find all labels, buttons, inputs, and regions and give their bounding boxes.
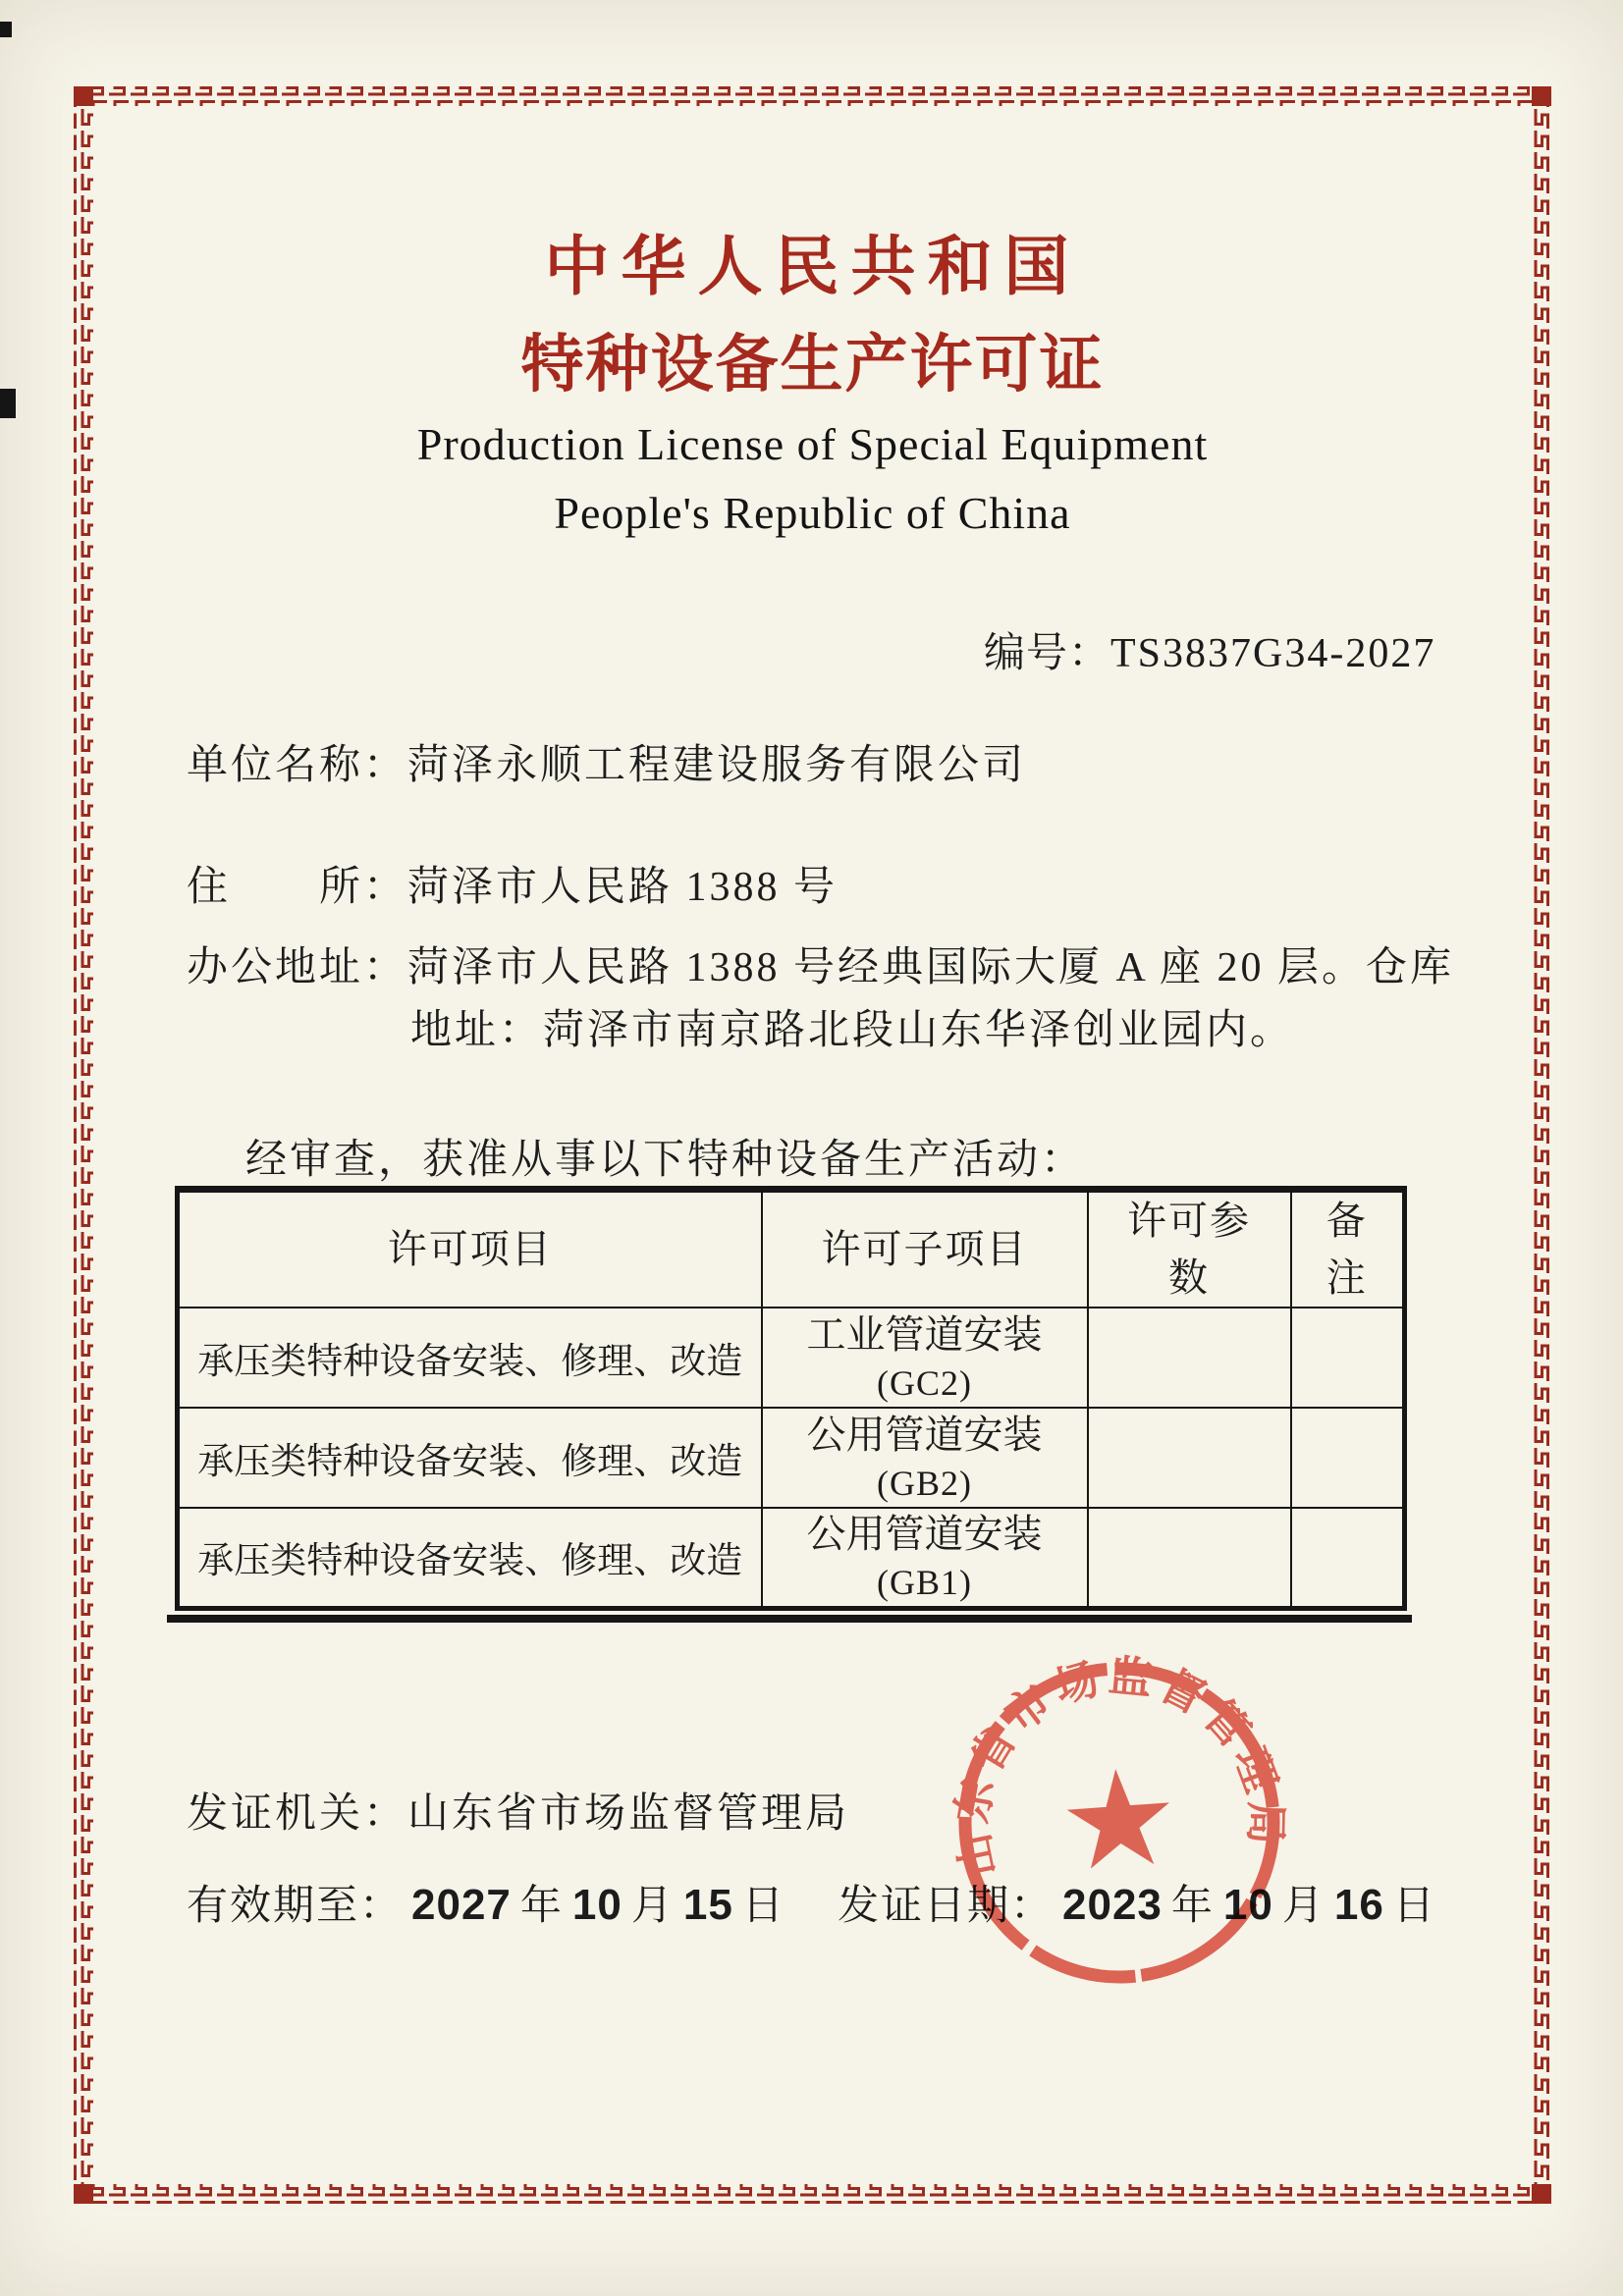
- authority-value: 山东省市场监督管理局: [407, 1791, 850, 1837]
- row2-sub-item-code: (GB2): [877, 1463, 972, 1503]
- issue-year-unit: 年: [1170, 1884, 1215, 1929]
- residence-label: 住 所：: [187, 865, 408, 910]
- table-row: [178, 1408, 1405, 1508]
- row3-item: 承压类特种设备安装、修理、改造: [178, 1508, 762, 1608]
- title-en-line2: People's Republic of China: [554, 488, 1071, 538]
- row1-parameter: [1088, 1308, 1291, 1408]
- office-value-line1: 菏泽市人民路 1388 号经典国际大厦 A 座 20 层。仓库: [407, 945, 1455, 990]
- row3-sub-item-code: (GB1): [877, 1563, 972, 1602]
- valid-day-unit: 日: [741, 1884, 785, 1929]
- field-residence: [187, 856, 838, 919]
- scan-artifact: [0, 22, 12, 37]
- approval-note: 经审查，获准从事以下特种设备生产活动：: [245, 1138, 1086, 1183]
- row1-sub-item-name: 工业管道安装: [806, 1311, 1043, 1357]
- row3-remark: [1291, 1508, 1405, 1608]
- table-header-row: [178, 1190, 1405, 1308]
- issue-date: [838, 1873, 1436, 1932]
- residence-value: 菏泽市人民路 1388 号: [407, 865, 839, 910]
- row1-sub-item: [762, 1308, 1088, 1408]
- border-top-band: [93, 86, 1532, 106]
- row2-parameter: [1088, 1408, 1291, 1508]
- issue-month-unit: 月: [1281, 1884, 1325, 1929]
- valid-until-date: [187, 1873, 785, 1932]
- title-en-line1: Production License of Special Equipment: [416, 419, 1209, 469]
- license-table: [175, 1186, 1407, 1611]
- valid-month-unit: 月: [630, 1884, 675, 1929]
- office-address-line1: [187, 936, 1454, 999]
- issue-day-unit: 日: [1392, 1884, 1436, 1929]
- title-cn-line1: 中华人民共和国: [544, 232, 1081, 303]
- border-corner-tr: [1532, 86, 1551, 106]
- row2-sub-item-name: 公用管道安装: [806, 1412, 1043, 1457]
- table-row: [178, 1508, 1405, 1608]
- row1-item: 承压类特种设备安装、修理、改造: [178, 1308, 762, 1408]
- header-license-item: 许可项目: [178, 1190, 762, 1308]
- border-corner-tl: [74, 86, 93, 106]
- seal-text: 山东省市场监督管理局: [947, 1651, 1290, 1882]
- table-bottom-rule: [167, 1615, 1412, 1623]
- row1-remark: [1291, 1308, 1405, 1408]
- issue-year: 2023: [1062, 1881, 1163, 1929]
- company-label: 单位名称：: [187, 743, 408, 788]
- border-bottom-band: [93, 2184, 1532, 2204]
- license-number-label: 编号：: [984, 631, 1111, 676]
- table-row: [178, 1308, 1405, 1408]
- row2-remark: [1291, 1408, 1405, 1508]
- row2-item: 承压类特种设备安装、修理、改造: [178, 1408, 762, 1508]
- field-company-name: [187, 734, 1026, 797]
- header-remarks-text: 备注: [1325, 1199, 1368, 1300]
- row2-sub-item: [762, 1408, 1088, 1508]
- valid-label: 有效期至：: [187, 1884, 404, 1929]
- valid-year-unit: 年: [519, 1884, 564, 1929]
- header-license-sub-item: 许可子项目: [762, 1190, 1088, 1308]
- header-license-parameter-text: 许可参数: [1127, 1199, 1251, 1300]
- valid-day: 15: [682, 1881, 733, 1929]
- issue-label: 发证日期：: [838, 1884, 1055, 1929]
- row1-sub-item-code: (GC2): [877, 1362, 972, 1403]
- scan-artifact: [0, 389, 16, 418]
- valid-month: 10: [571, 1881, 622, 1929]
- authority-label: 发证机关：: [187, 1791, 408, 1837]
- license-number-value: TS3837G34-2027: [1110, 631, 1436, 676]
- header-license-parameter: [1088, 1190, 1291, 1308]
- row3-parameter: [1088, 1508, 1291, 1608]
- title-cn-line2: 特种设备生产许可证: [520, 330, 1105, 400]
- office-label: 办公地址：: [187, 945, 408, 990]
- office-address-line2: 地址：菏泽市南京路北段山东华泽创业园内。: [410, 1008, 1295, 1053]
- row3-sub-item: [762, 1508, 1088, 1608]
- border-corner-br: [1532, 2184, 1551, 2204]
- header-remarks: [1291, 1190, 1405, 1308]
- valid-year: 2027: [411, 1881, 512, 1929]
- company-value: 菏泽永顺工程建设服务有限公司: [407, 743, 1027, 788]
- license-number: [984, 620, 1435, 679]
- border-corner-bl: [74, 2184, 93, 2204]
- issuing-authority: [187, 1781, 849, 1840]
- row3-sub-item-name: 公用管道安装: [806, 1512, 1043, 1556]
- issue-day: 16: [1333, 1881, 1384, 1929]
- field-office-address: [187, 936, 1454, 1062]
- issue-month: 10: [1222, 1881, 1273, 1929]
